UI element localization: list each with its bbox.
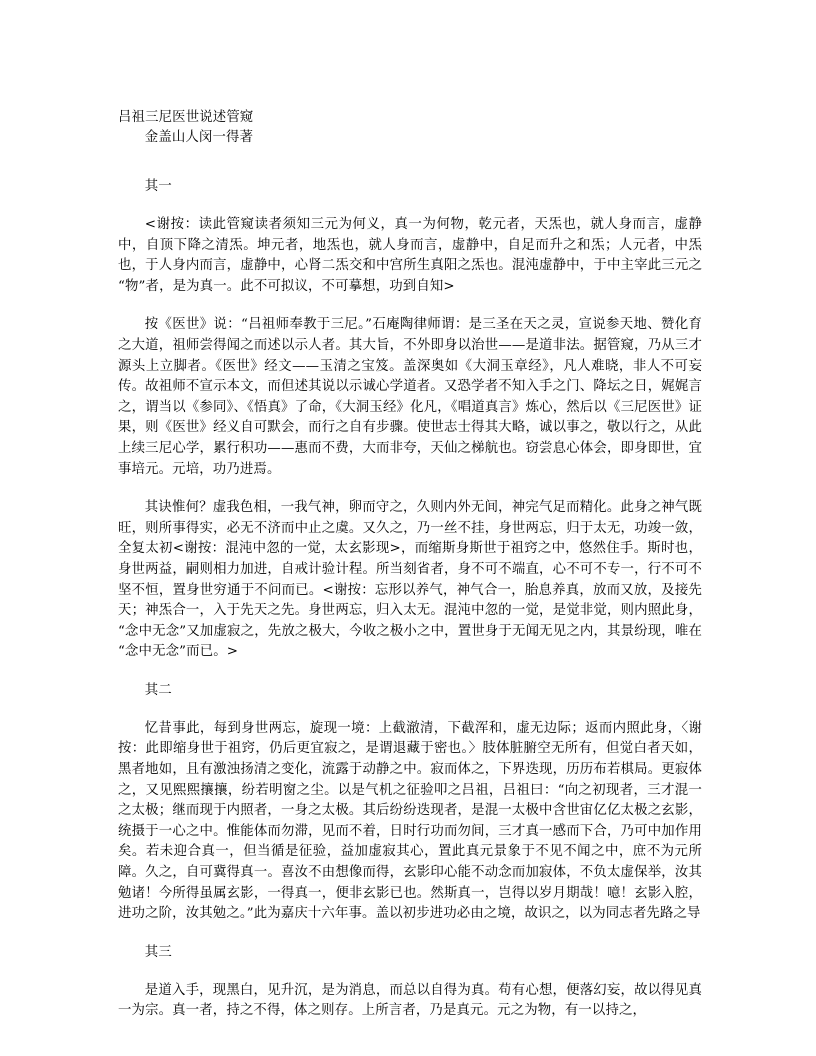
spacer xyxy=(118,663,702,681)
spacer xyxy=(118,925,702,943)
spacer xyxy=(118,480,702,498)
spacer xyxy=(118,701,702,719)
paragraph: 按《医世》说：“吕祖师奉教于三尼。”石庵陶律师谓：是三圣在天之灵，宣说参天地、赞化育之大道，祖师尝得闻之而述以示人者。其大旨，不外即身以治世——是道非法。据管窥，乃从三才源头上立脚者。《医世》经文——玉清之宝笈。盖深奥如《大洞玉章经》，凡人难晓，非人不可妄传。故祖师不宣示本文，而但述其说以示诚心学道者。又恐学者不知入手之门、降坛之日，娓娓言之，谓当以《参同》、《悟真》了命，《大洞玉经》化凡，《唱道真言》炼心，然后以《三尼医世》证果，则《医世》经义自可默会，而行之自有步骤。使世志士得其大略，诚以事之，敬以行之，从此上续三尼心学，累行积功——惠而不费，大而非夸，天仙之梯航也。窃尝息心体会，即身即世，宜事培元。元培，功乃进焉。 xyxy=(118,317,702,477)
section-heading-1: 其一 xyxy=(144,179,172,194)
paragraph: <谢按：读此管窥读者须知三元为何义，真一为何物，乾元者，天炁也，就人身而言，虚静中，自顶下降之清炁。坤元者，地炁也，就人身而言，虚静中，自足而升之和炁；人元者，中炁也，于人身内而言，虚静中，心肾二炁交和中宫所生真阳之炁也。混沌虚静中，于中主宰此三元之“物”者，是为真一。此不可拟议，不可摹想，功到自知> xyxy=(118,217,702,294)
paragraph: 是道入手，现黑白，见升沉，是为消息，而总以自得为真。苟有心想，便落幻妄，故以得见真一为宗。真一者，持之不得，体之则存。上所言者，乃是真元。元之为物，有一以持之， xyxy=(118,982,702,1019)
spacer xyxy=(118,963,702,981)
paragraph: 忆昔事此，每到身世两忘，旋现一境：上截澈清，下截浑和，虚无边际；返而内照此身，〈谢按：此即缩身世于祖窍，仍后更宜寂之，是谓退藏于密也。〉肢体脏腑空无所有，但觉白者天如，黑者地如，且有激浊扬清之变化，流露于动静之中。寂而体之，下界迭现，历历布若棋局。更寂体之，又见熙熙攘攘，纷若明窗之尘。以是气机之征验叩之吕祖，吕祖曰：“向之初现者，三才混一之太极；继而现于内照者，一身之太极。其后纷纷迭现者，是混一太极中含世宙亿亿太极之玄影，统摄于一心之中。惟能体而勿滞，见而不着，日时行功而勿间，三才真一感而下合，乃可中加作用矣。若未迎合真一，但当循是征验，益加虚寂其心，置此真元景象于不见不闻之中，庶不为元所障。久之，自可冀得真一。喜汝不由想像而得，玄影印心能不动念而加寂体，不负太虚保举，汝其勉诸！今所得虽属玄影，一得真一，便非玄影已也。然斯真一，岂得以岁月期哉！噫！玄影入腔，进功之阶，汝其勉之。”此为嘉庆十六年事。盖以初步进功必由之境，故识之，以为同志者先路之导 xyxy=(118,720,702,922)
document-author: 金盖山人闵一得著 xyxy=(144,130,254,145)
document-title: 吕祖三尼医世说述管窥 xyxy=(118,110,254,125)
spacer xyxy=(118,197,702,215)
section-heading-3: 其三 xyxy=(144,944,172,960)
paragraph: 其诀惟何？虚我色相，一我气神，卵而守之，久则内外无间，神完气足而精化。此身之神气既旺，则所事得实，必无不济而中止之虞。又久之，乃一丝不挂，身世两忘，归于太无，功竣一敛，全复太初<谢按：混沌中忽的一觉，太玄影现>，而缩斯身斯世于祖窍之中，悠然住手。斯时也，身世两益，嗣则相力加进，自戒计验计程。所当刻省者，身不可不端直，心不可不专一，行不可不坚不恒，置身世穷通于不问而已。<谢按：忘形以养气，神气合一，胎息养真，放而又放，及接先天；神炁合一，入于先天之先。身世两忘，归入太无。混沌中忽的一觉，是觉非觉，则内照此身，“念中无念”又加虚寂之，先放之极大，今收之极小之中，置世身于无闻无见之内，其景纷现，唯在“念中无念”而已。> xyxy=(118,500,702,660)
spacer xyxy=(118,297,702,315)
document-body xyxy=(118,108,702,1022)
spacer xyxy=(118,148,702,177)
section-heading-2: 其二 xyxy=(144,682,172,698)
